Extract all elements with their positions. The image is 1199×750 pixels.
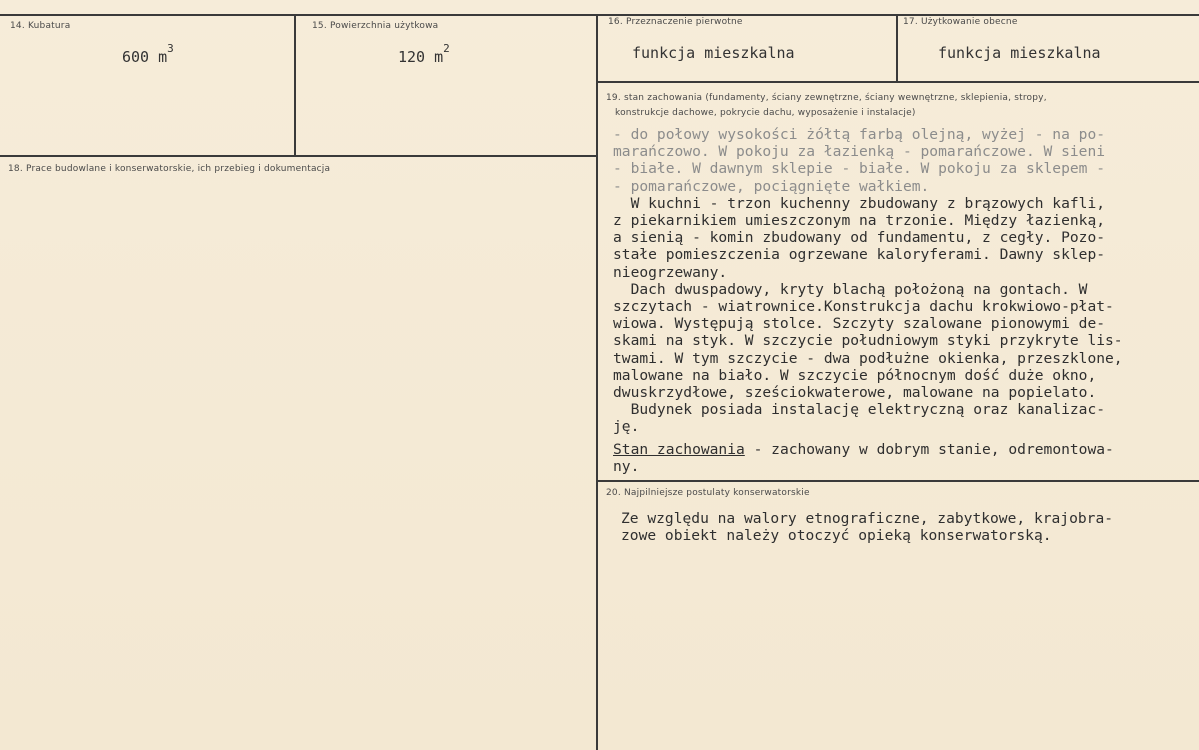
text-line: twami. W tym szczycie - dwa podłużne okienka, przeszklone, [613,349,1123,367]
field-14-value [122,42,174,66]
text-line: - do połowy wysokości żółtą farbą olejną, wyżej - na po- [613,126,1106,143]
text-line: Dach dwuspadowy, kryty blachą położoną na gontach. W [613,280,1088,298]
text-line: a sienią - komin zbudowany od fundamentu, z cegły. Pozo- [613,229,1106,247]
text-line: - pomarańczowe, pociągnięte wałkiem. [613,177,930,195]
field-15-value [398,42,450,66]
divider-16-17 [896,14,898,82]
field-17-value: funkcja mieszkalna [938,44,1101,62]
volume-value: 600 m [122,48,168,66]
rule-under-19 [596,480,1199,482]
text-line: dwuskrzydłowe, sześciokwaterowe, malowane na popielato. [613,384,1097,402]
field-20-label: 20. Najpilniejsze postulaty konserwatorskie [606,488,810,498]
field-19-label-line2: konstrukcje dachowe, pokrycie dachu, wyposażenie i instalacje) [615,108,916,118]
volume-unit-exponent: 3 [167,42,174,55]
text-line: skami na styk. W szczycie południowym styki przykryte lis- [613,332,1123,350]
state-text: - zachowany w dobrym stanie, odremontowa- [744,440,1114,458]
text-line: - białe. W dawnym sklepie - białe. W pokoju za sklepem - [613,160,1106,178]
state-line [613,441,1123,458]
rule-under-14-15 [0,155,597,157]
text-line: stałe pomieszczenia ogrzewane kaloryferami. Dawny sklep- [613,246,1106,264]
state-heading: Stan zachowania [613,440,745,458]
field-16-label: 16. Przeznaczenie pierwotne [608,17,743,27]
field-19-text [613,126,1123,475]
field-18-label: 18. Prace budowlane i konserwatorskie, ich przebieg i dokumentacja [8,164,331,174]
text-line: Budynek posiada instalację elektryczną oraz kanalizac- [613,401,1106,419]
text-line: zowe obiekt należy otoczyć opieką konserwatorską. [621,527,1052,545]
field-16-value: funkcja mieszkalna [632,44,795,62]
area-value: 120 m [398,48,444,66]
text-line: z piekarnikiem umieszczonym na trzonie. Między łazienką, [613,212,1106,230]
divider-left-right [596,14,598,750]
field-17-label: 17. Użytkowanie obecne [903,17,1018,27]
state-line-2: ny. [613,457,640,475]
text-line: malowane na biało. W szczycie północnym dość duże okno, [613,366,1097,384]
divider-14-15 [294,14,296,156]
text-line: wiowa. Występują stolce. Szczyty szalowane pionowymi de- [613,315,1106,333]
text-line: ję. [613,418,640,436]
field-14-label: 14. Kubatura [10,21,71,31]
field-20-text [621,510,1113,544]
area-unit-exponent: 2 [443,42,450,55]
text-line: nieogrzewany. [613,263,728,281]
text-line: W kuchni - trzon kuchenny zbudowany z brązowych kafli, [613,194,1106,212]
top-rule [0,14,1199,16]
rule-under-16-17 [596,81,1199,83]
text-line: Ze względu na walory etnograficzne, zabytkowe, krajobra- [621,510,1114,527]
text-line: szczytach - wiatrownice.Konstrukcja dachu krokwiowo-płat- [613,298,1114,316]
text-line: marańczowo. W pokoju za łazienką - pomarańczowe. W sieni [613,143,1106,161]
field-19-label-line1: 19. stan zachowania (fundamenty, ściany zewnętrzne, ściany wewnętrzne, sklepienia, stropy, [606,93,1047,103]
field-15-label: 15. Powierzchnia użytkowa [312,21,439,31]
